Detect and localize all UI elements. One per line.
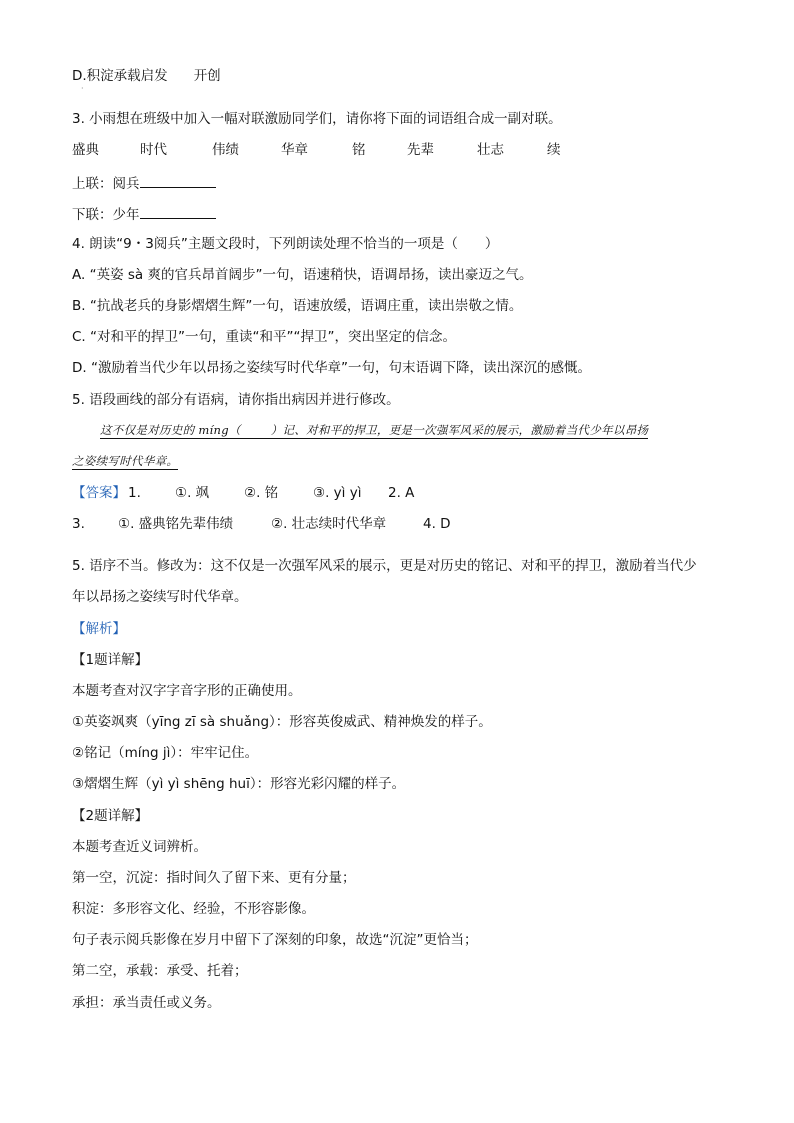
question-3: 3. 小雨想在班级中加入一幅对联激励同学们，请你将下面的词语组合成一副对联。 xyxy=(72,111,562,127)
answer-label: 【答案】 xyxy=(72,485,126,501)
upper-couplet-label: 上联：阅兵 xyxy=(72,176,140,192)
detail-2-item-b: 积淀：多形容文化、经验，不形容影像。 xyxy=(72,901,315,917)
word-item: 壮志 xyxy=(477,142,504,158)
underlined-passage-line-1 xyxy=(100,422,648,438)
option-d: D. “激励着当代少年以昂扬之姿续写时代华章”一句，句末语调下降，读出深沉的感慨。 xyxy=(72,360,591,376)
option-d-extra: 开创 xyxy=(193,68,221,84)
option-a: A. “英姿 sà 爽的官兵昂首阔步”一句，语速稍快，语调昂扬，读出豪迈之气。 xyxy=(72,267,533,283)
detail-2-item-d: 第二空，承载：承受、托着； xyxy=(72,963,248,979)
option-b: B. “抗战老兵的身影熠熠生辉”一句，语速放缓，语调庄重，读出崇敬之情。 xyxy=(72,298,523,314)
word-item: 铭 xyxy=(352,142,366,158)
question-5: 5. 语段画线的部分有语病，请你指出病因并进行修改。 xyxy=(72,392,400,408)
word-item: 先辈 xyxy=(407,142,434,158)
word-item: 盛典 xyxy=(72,142,99,158)
passage-part-2: ）记、对和平的捍卫，更是一次强军风采的展示，激励着当代少年以昂扬 xyxy=(270,423,649,437)
analysis-label: 【解析】 xyxy=(72,621,126,637)
answer-item: ①. 盛典铭先辈伟绩 xyxy=(118,516,234,532)
word-item: 时代 xyxy=(140,142,167,158)
answer-5-line-2: 年以昂扬之姿续写时代华章。 xyxy=(72,589,248,605)
answer-item: ③. yì yì xyxy=(313,485,362,501)
answer-line-2 xyxy=(72,515,451,533)
word-item: 伟绩 xyxy=(212,142,239,158)
detail-2-item-a: 第一空，沉淀：指时间久了留下来、更有分量； xyxy=(72,870,356,886)
answer-item: 4. D xyxy=(423,516,451,532)
answer-item: ②. 铭 xyxy=(244,485,279,501)
lower-couplet-line xyxy=(72,204,216,224)
detail-2-item-c: 句子表示阅兵影像在岁月中留下了深刻的印象，故选“沉淀”更恰当； xyxy=(72,932,478,948)
underlined-passage-line-2 xyxy=(72,453,178,469)
answer-item: 3. xyxy=(72,516,85,532)
upper-couplet-blank xyxy=(140,173,216,188)
detail-2-item-e: 承担：承当责任或义务。 xyxy=(72,995,221,1011)
lower-couplet-blank xyxy=(140,204,216,219)
detail-1-item-a: ①英姿飒爽（yīng zī sà shuǎng）：形容英俊威武、精神焕发的样子。 xyxy=(72,714,492,730)
option-d-text: D.积淀承载启发 xyxy=(72,68,168,84)
passage-part-3: 之姿续写时代华章。 xyxy=(72,454,179,468)
answer-item: ②. 壮志续时代华章 xyxy=(271,516,387,532)
detail-1-item-c: ③熠熠生辉（yì yì shēng huī）：形容光彩闪耀的样子。 xyxy=(72,776,406,792)
detail-1-intro: 本题考查对汉字字音字形的正确使用。 xyxy=(72,683,302,699)
answer-item: 2. A xyxy=(388,485,415,501)
detail-2-title: 【2题详解】 xyxy=(72,808,149,824)
stray-mark: · xyxy=(81,84,84,93)
answer-item: ①. 飒 xyxy=(175,485,210,501)
answer-line-1 xyxy=(72,484,415,502)
passage-part-1: 这不仅是对历史的 míng（ xyxy=(100,423,241,437)
option-c: C. “对和平的捍卫”一句，重读“和平”“捍卫”，突出坚定的信念。 xyxy=(72,329,456,345)
upper-couplet-line xyxy=(72,173,216,193)
detail-2-intro: 本题考查近义词辨析。 xyxy=(72,839,207,855)
detail-1-title: 【1题详解】 xyxy=(72,652,149,668)
question-4: 4. 朗读“9・3阅兵”主题文段时，下列朗读处理不恰当的一项是（ ） xyxy=(72,236,499,252)
answer-item: 1. xyxy=(128,485,141,501)
word-item: 续 xyxy=(547,142,561,158)
detail-1-item-b: ②铭记（míng jì）：牢牢记住。 xyxy=(72,745,259,761)
answer-5-line-1: 5. 语序不当。修改为：这不仅是一次强军风采的展示，更是对历史的铭记、对和平的捍卫，激励着当代少 xyxy=(72,558,697,574)
lower-couplet-label: 下联：少年 xyxy=(72,207,140,223)
option-d-line xyxy=(72,67,221,85)
word-item: 华章 xyxy=(281,142,308,158)
